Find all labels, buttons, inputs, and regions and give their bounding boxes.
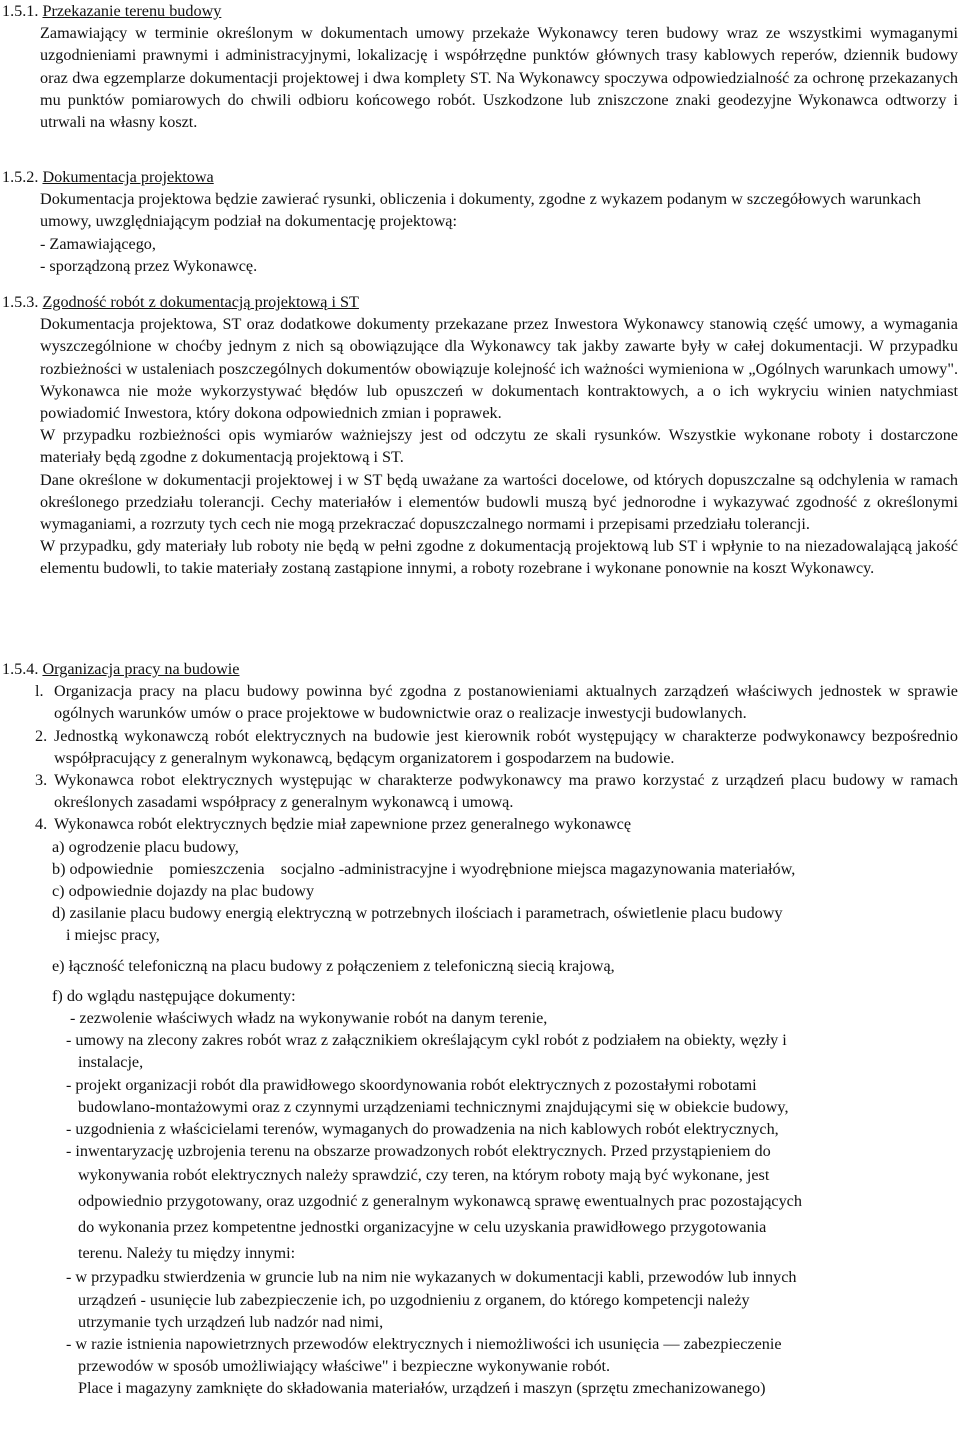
item-text: Wykonawca robot elektrycznych występując w charakterze podwykonawcy ma prawo korzystać z urządzeń placu budowy w ramach określonych zasadami współpracy z generalnym wykonawcą i umową. [54,771,958,812]
item-text: Organizacja pracy na placu budowy powinna być zgodna z postanowieniami aktualnych zarządzeń właściwych jednostek w sprawie ogólnych warunków umów o prace projektowe w budownictwie oraz o realizacje inwestycji budowlanych. [54,682,958,723]
section-1-5-1 [0,0,960,133]
continuation-text: urządzeń - usunięcie lub zabezpieczenie ich, po uzgodnieniu z organem, do którego kompetencji należy [78,1290,750,1309]
sub-item: a) ogrodzenie placu budowy, [52,837,239,856]
sub-item-continuation: i miejsc pracy, [66,926,160,945]
document-item-continuation [0,1051,960,1073]
document-item-continuation [0,1355,960,1377]
paragraph: Zamawiający w terminie określonym w dokumentach umowy przekaże Wykonawcy teren budowy wraz ze wszystkimi wymaganymi uzgodnieniami prawnymi i administracyjnymi, lokalizację i współrzędne punktów głównych trasy kablowych reperów, dziennik budowy oraz dwa egzemplarze dokumentacji projektowej i dwa komplety ST. Na Wykonawcy spoczywa odpowiedzialność za ochronę przekazanych mu punktów pomiarowych do chwili odbioru końcowego robót. Uszkodzone lub zniszczone znaki geodezyjne Wykonawca odtworzy i utrwali na własny koszt. [40,24,958,132]
document-item-continuation [0,1289,960,1311]
document-item: - zezwolenie właściwych władz na wykonywanie robót na danym terenie, [70,1009,548,1028]
sub-item: c) odpowiednie dojazdy na plac budowy [52,882,315,901]
item-text: Jednostką wykonawczą robót elektrycznych na budowie jest kierownik robót występujący w charakterze podwykonawcy bezpośrednio współpracujący z generalnym wykonawcą, będącym organizatorem i gospodarzem na budowie. [54,726,958,767]
sub-item: f) do wglądu następujące dokumenty: [52,986,296,1005]
section-heading [0,658,960,680]
continuation-text: instalacje, [78,1053,144,1072]
sub-item: b) odpowiednie pomieszczenia socjalno -administracyjne i wyodrębnione miejsca magazynowania materiałów, [52,859,796,878]
section-1-5-2 [0,166,960,277]
sub-item: d) zasilanie placu budowy energią elektryczną w potrzebnych ilościach i parametrach, oświetlenie placu budowy [52,904,783,923]
item-number: 2. [35,726,48,745]
section-title: Dokumentacja projektowa [42,168,214,186]
section-number: 1.5.1. [2,2,39,20]
document-item-continuation [0,1240,960,1266]
numbered-item [0,769,960,813]
numbered-item [0,813,960,835]
document-item: - inwentaryzację uzbrojenia terenu na obszarze prowadzonych robót elektrycznych. Przed przystąpieniem do [66,1142,771,1161]
item-number: 4. [35,815,48,834]
paragraph: Dokumentacja projektowa będzie zawierać rysunki, obliczenia i dokumenty, zgodne z wykazem podanym w szczegółowych warunkach umowy, uwzględniającym podział na dokumentację projektową: [40,190,921,231]
section-heading [0,0,960,22]
section-number: 1.5.2. [2,168,39,186]
item-number: l. [35,682,44,701]
section-1-5-4 [0,658,960,1400]
section-1-5-3 [0,291,960,580]
closing-line [0,1377,960,1399]
continuation-text: przewodów w sposób umożliwiający właściwe" i bezpieczne wykonywanie robót. [78,1357,611,1376]
paragraph: W przypadku rozbieżności opis wymiarów ważniejszy jest od odczytu ze skali rysunków. Wszystkie wykonane roboty i dostarczone materiały będą zgodne z dokumentacją projektową i ST. [40,426,958,467]
list-item: - Zamawiającego, [40,234,156,253]
section-title: Przekazanie terenu budowy [42,2,222,20]
document-item: - w przypadku stwierdzenia w gruncie lub na nim nie wykazanych w dokumentacji kabli, przewodów lub innych [66,1268,797,1287]
document-item: - uzgodnienia z właścicielami terenów, wymaganych do prowadzenia na nich kablowych robót elektrycznych, [66,1120,779,1139]
document-item: - w razie istnienia napowietrznych przewodów elektrycznych i niemożliwości ich usunięcia — zabezpieczenie [66,1335,782,1354]
continuation-text: utrzymanie tych urządzeń lub nadzór nad nimi, [78,1312,384,1331]
list-item: - sporządzoną przez Wykonawcę. [40,256,258,275]
document-item-continuation [0,1214,960,1240]
paragraph: Dane określone w dokumentacji projektowej i w ST będą uważane za wartości docelowe, od których dopuszczalne są odchylenia w ramach określonego przedziału tolerancji. Cechy materiałów i elementów budowli muszą być jednorodne i wykazywać zgodność z określonymi wymaganiami, a rozrzuty tych cech nie mogą przekraczać dopuszczalnego normami i przepisami przedziału tolerancji. [40,470,958,534]
section-number: 1.5.3. [2,293,39,311]
item-text: Wykonawca robót elektrycznych będzie miał zapewnione przez generalnego wykonawcę [54,815,632,834]
numbered-item [0,725,960,769]
document-item: - umowy na zlecony zakres robót wraz z załącznikiem określającym cykl robót z podziałem na obiekty, węzły i [66,1031,787,1050]
spacer [0,977,960,985]
continuation-text: terenu. Należy tu między innymi: [78,1244,296,1263]
numbered-item [0,680,960,724]
continuation-text: odpowiednio przygotowany, oraz uzgodnić z generalnym wykonawcą sprawę ewentualnych prac pozostających [78,1192,802,1211]
sub-item: e) łączność telefoniczną na placu budowy z połączeniem z telefoniczną siecią krajową, [52,956,615,975]
section-heading [0,166,960,188]
document-item-continuation [0,1188,960,1214]
section-title: Zgodność robót z dokumentacją projektową i ST [42,293,359,311]
paragraph: W przypadku, gdy materiały lub roboty nie będą w pełni zgodne z dokumentacją projektową lub ST i wpłynie to na niezadowalającą jakość elementu budowli, to takie materiały zostaną zastąpione innymi, a roboty rozebrane i wykonane ponownie na koszt Wykonawcy. [40,537,958,578]
document-item-continuation [0,1311,960,1333]
continuation-text: budowlano-montażowymi oraz z czynnymi urządzeniami technicznymi znajdującymi się w obiekcie budowy, [78,1097,789,1116]
section-title: Organizacja pracy na budowie [42,660,240,678]
document-item-continuation [0,1162,960,1188]
spacer [0,947,960,955]
document-item: - projekt organizacji robót dla prawidłowego skoordynowania robót elektrycznych z pozostałymi robotami [66,1075,757,1094]
closing-text: Place i magazyny zamknięte do składowania materiałów, urządzeń i maszyn (sprzętu zmechanizowanego) [78,1379,766,1398]
item-number: 3. [35,771,48,790]
continuation-text: do wykonania przez kompetentne jednostki organizacyjne w celu uzyskania prawidłowego przygotowania [78,1218,767,1237]
document-item-continuation [0,1096,960,1118]
section-number: 1.5.4. [2,660,39,678]
continuation-text: wykonywania robót elektrycznych należy sprawdzić, czy teren, na którym roboty mają być wykonane, jest [78,1166,770,1185]
paragraph: Dokumentacja projektowa, ST oraz dodatkowe dokumenty przekazane przez Inwestora Wykonawcy stanowią część umowy, a wymagania wyszczególnione w choćby jednym z nich są obowiązujące dla Wykonawcy tak jakby zawarte były w całej dokumentacji. W przypadku rozbieżności w ustaleniach poszczególnych dokumentów obowiązuje kolejność ich ważności wymieniona w „Ogólnych warunkach umowy". Wykonawca nie może wykorzystywać błędów lub opuszczeń w dokumentach kontraktowych, a o ich wykryciu winien natychmiast powiadomić Inwestora, który dokona odpowiednich zmian i poprawek. [40,315,958,423]
section-heading [0,291,960,313]
